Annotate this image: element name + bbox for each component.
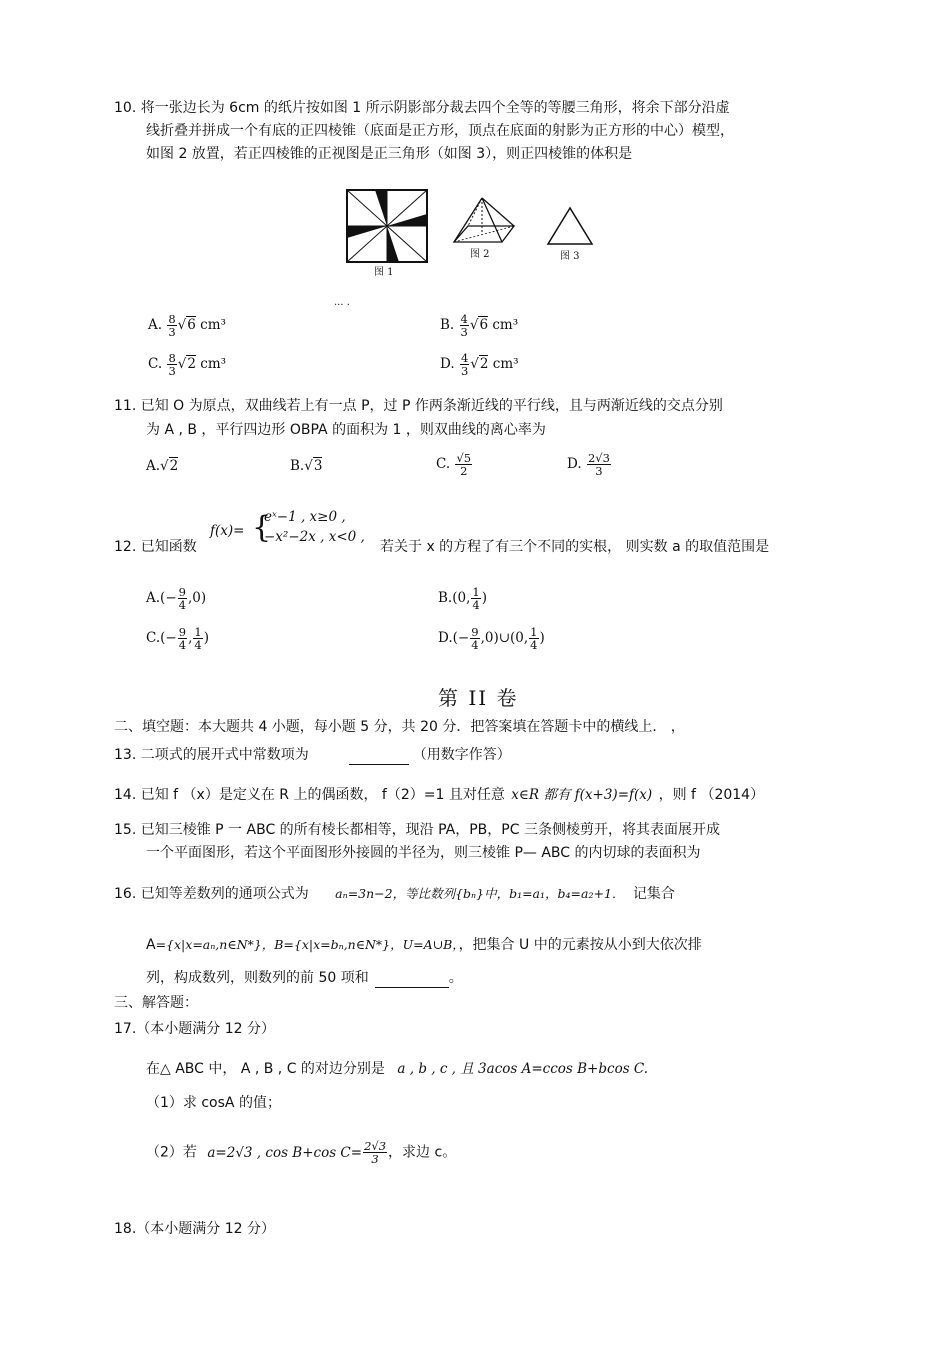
q15-line1: 15. 已知三棱锥 P 一 ABC 的所有棱长都相等，现沿 PA，PB，PC 三条侧棱剪开，将其表面展开成 xyxy=(114,822,720,838)
q16-line2: A={x|x=aₙ,n∈N*}，B={x|x=bₙ,n∈N*}，U=A∪B，，把集合 U 中的元素按从小到大依次排 xyxy=(146,937,702,953)
q17-stem: 在△ ABC 中， A , B , C 的对边分别是 a , b , c , 且 3acos A=ccos B+bcos C. xyxy=(146,1061,649,1077)
q13-answer-blank[interactable] xyxy=(349,746,409,765)
figure-2-label: 图 2 xyxy=(470,249,490,260)
figure-1-label: 图 1 xyxy=(374,267,394,278)
q11-option-a: A.√2 xyxy=(146,458,179,474)
part-2-title: 第 II 卷 xyxy=(438,686,519,710)
stray-dots: ... . xyxy=(334,297,350,308)
q10-option-c: C. $\frac{8}{3}$ √2 cm³ xyxy=(148,351,227,378)
q11-option-d: D. $\frac{2√3}{3}$ xyxy=(567,451,610,478)
figure-3-label: 图 3 xyxy=(560,251,580,262)
fill-in-header: 二、填空题：本大题共 4 小题，每小题 5 分，共 20 分．把答案填在答题卡中的横线上． ， xyxy=(114,719,685,735)
q10-line2: 线折叠并拼成一个有底的正四棱锥（底面是正方形，顶点在底面的射影为正方形的中心）模型， xyxy=(146,123,734,139)
q11-option-b: B.√3 xyxy=(290,458,323,474)
q12-option-a: A.(− $\frac{9}{4}$ ,0) xyxy=(146,585,207,612)
q16-line1: 16. 已知等差数列的通项公式为 aₙ=3n−2，等比数列{bₙ}中，b₁=a₁，b₄=a₂+1． 记集合 xyxy=(114,886,675,902)
q17-part-1: （1）求 cosA 的值； xyxy=(146,1095,281,1111)
solutions-header: 三、解答题： xyxy=(114,995,198,1011)
q11-line1: 11. 已知 O 为原点，双曲线若上有一点 P，过 P 作两条渐近线的平行线，且与两渐近线的交点分别 xyxy=(114,398,723,414)
q12-suffix: 若关于 x 的方程了有三个不同的实根， 则实数 a 的取值范围是 xyxy=(380,539,770,555)
q16-answer-blank[interactable] xyxy=(375,969,449,988)
q11-line2: 为 A , B ，平行四边形 OBPA 的面积为 1 ，则双曲线的离心率为 xyxy=(146,422,546,438)
q10-line1: 10. 将一张边长为 6cm 的纸片按如图 1 所示阴影部分裁去四个全等的等腰三角形，将余下部分沿虚 xyxy=(114,100,730,116)
q16-line3: 列，构成数列，则数列的前 50 项和 。 xyxy=(146,970,463,986)
q15-line2: 一个平面图形，若这个平面图形外接圆的半径为，则三棱锥 P— ABC 的内切球的表面积为 xyxy=(146,845,701,861)
q12-option-b: B.(0, $\frac{1}{4}$ ) xyxy=(438,585,487,612)
q18-title: 18.（本小题满分 12 分） xyxy=(114,1221,275,1237)
q10-line3: 如图 2 放置，若正四棱锥的正视图是正三角形（如图 3），则正四棱锥的体积是 xyxy=(146,146,633,162)
q14: 14. 已知 f （x）是定义在 R 上的偶函数， f（2）=1 且对任意 x∈R 都有 f(x+3)=f(x) ，则 f （2014） xyxy=(114,787,765,803)
figure-2 xyxy=(452,196,518,248)
q10-option-a: A. $\frac{8}{3}$ √6 cm³ xyxy=(148,312,226,339)
q12-option-c: C.(− $\frac{9}{4}$ , $\frac{1}{4}$ ) xyxy=(146,625,209,652)
q13: 13. 二项式的展开式中常数项为 （用数字作答） xyxy=(114,747,511,763)
figure-3 xyxy=(546,206,594,248)
q12-prefix: 12. 已知函数 xyxy=(114,539,197,555)
q11-option-c: C. $\frac{√5}{2}$ xyxy=(436,451,472,478)
q10-option-d: D. $\frac{4}{3}$ √2 cm³ xyxy=(440,351,519,378)
q17-part-2: （2）若 a=2√3 , cos B+cos C= $\frac{2√3}{3}$ ，求边 c。 xyxy=(146,1139,457,1166)
q10-option-b: B. $\frac{4}{3}$ √6 cm³ xyxy=(440,312,519,339)
q17-title: 17.（本小题满分 12 分） xyxy=(114,1021,275,1037)
q12-option-d: D.(− $\frac{9}{4}$ ,0)∪(0, $\frac{1}{4}$ ) xyxy=(438,625,545,652)
